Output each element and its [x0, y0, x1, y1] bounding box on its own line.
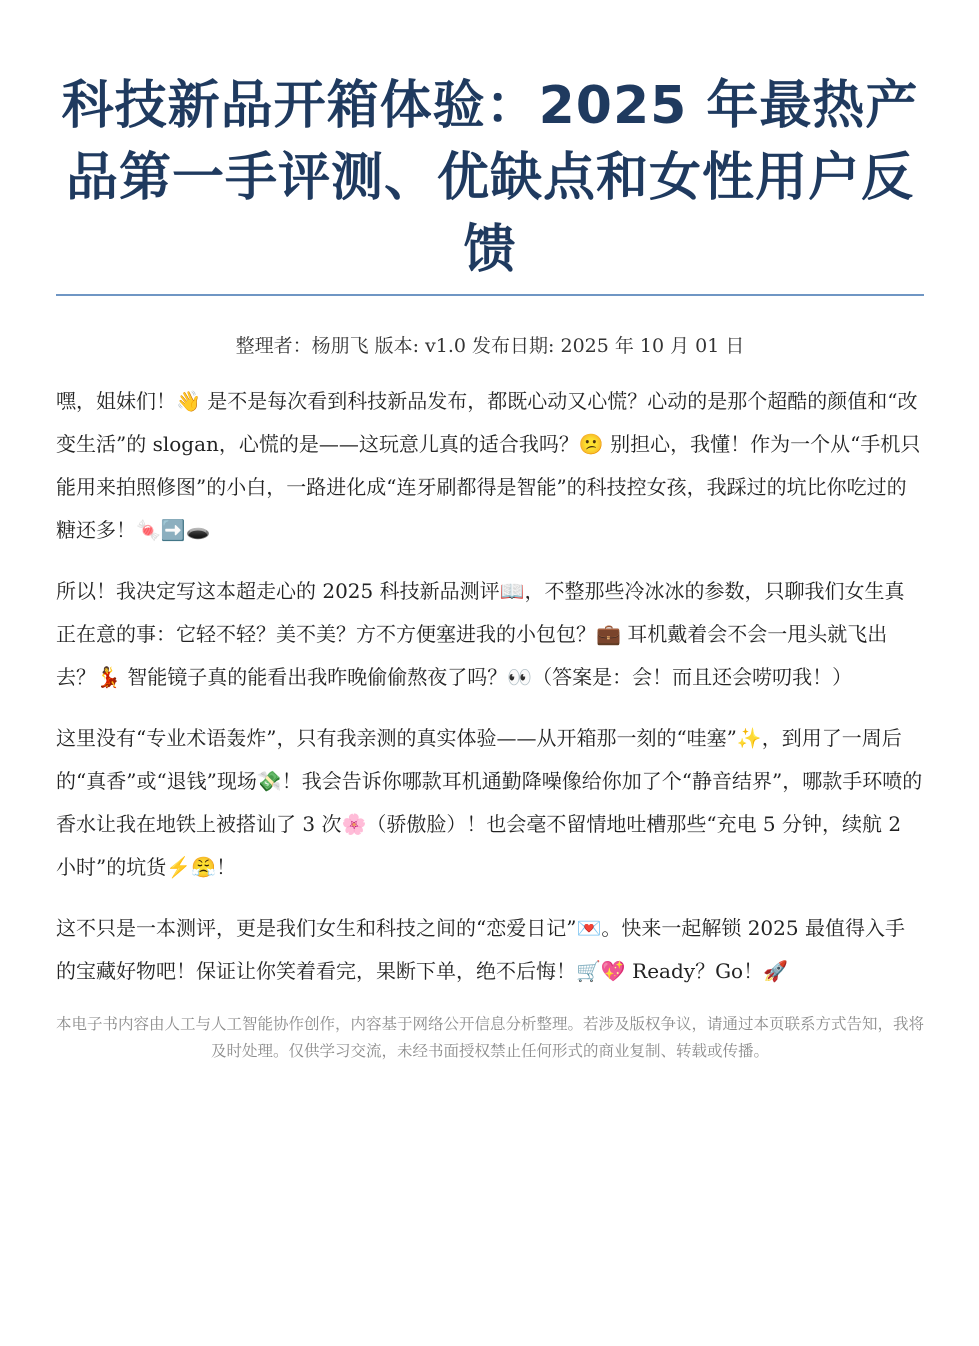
paragraph-closing: 这不只是一本测评，更是我们女生和科技之间的“恋爱日记”💌。快来一起解锁 2025 最值得入手的宝藏好物吧！保证让你笑着看完，果断下单，绝不后悔！🛒💖 Ready？Go！🚀	[56, 916, 905, 983]
document-page	[56, 70, 924, 1065]
paragraph-promise: 这里没有“专业术语轰炸”，只有我亲测的真实体验——从开箱那一刻的“哇塞”✨，到用了一周后的“真香”或“退钱”现场💸！我会告诉你哪款耳机通勤降噪像给你加了个“静音结界”，哪款手环喷的香水让我在地铁上被搭讪了 3 次🌸（骄傲脸）！也会毫不留情地吐槽那些“充电 5 分钟，续航 2 小时”的坑货⚡😤！	[56, 726, 923, 879]
paragraph-purpose: 所以！我决定写这本超走心的 2025 科技新品测评📖，不整那些冷冰冰的参数，只聊我们女生真正在意的事：它轻不轻？美不美？方不方便塞进我的小包包？💼 耳机戴着会不会一甩头就飞出去？💃 智能镜子真的能看出我昨晚偷偷熬夜了吗？👀（答案是：会！而且还会唠叨我！）	[56, 579, 905, 689]
document-title: 科技新品开箱体验：2025 年最热产品第一手评测、优缺点和女性用户反馈	[61, 76, 919, 280]
paragraph-intro: 嘿，姐妹们！👋 是不是每次看到科技新品发布，都既心动又心慌？心动的是那个超酷的颜值和“改变生活”的 slogan，心慌的是——这玩意儿真的适合我吗？😕 别担心，我懂！作为一个从“手机只能用来拍照修图”的小白，一路进化成“连牙刷都得是智能”的科技控女孩，我踩过的坑比你吃过的糖还多！🍬➡️🕳️	[56, 389, 921, 542]
title-divider	[56, 294, 924, 296]
document-body	[56, 380, 924, 993]
copyright-notice: 本电子书内容由人工与人工智能协作创作，内容基于网络公开信息分析整理。若涉及版权争议，请通过本页联系方式告知，我将及时处理。仅供学习交流，未经书面授权禁止任何形式的商业复制、转载或传播。	[56, 1015, 925, 1060]
document-meta: 整理者：杨朋飞 版本: v1.0 发布日期: 2025 年 10 月 01 日	[235, 335, 745, 357]
